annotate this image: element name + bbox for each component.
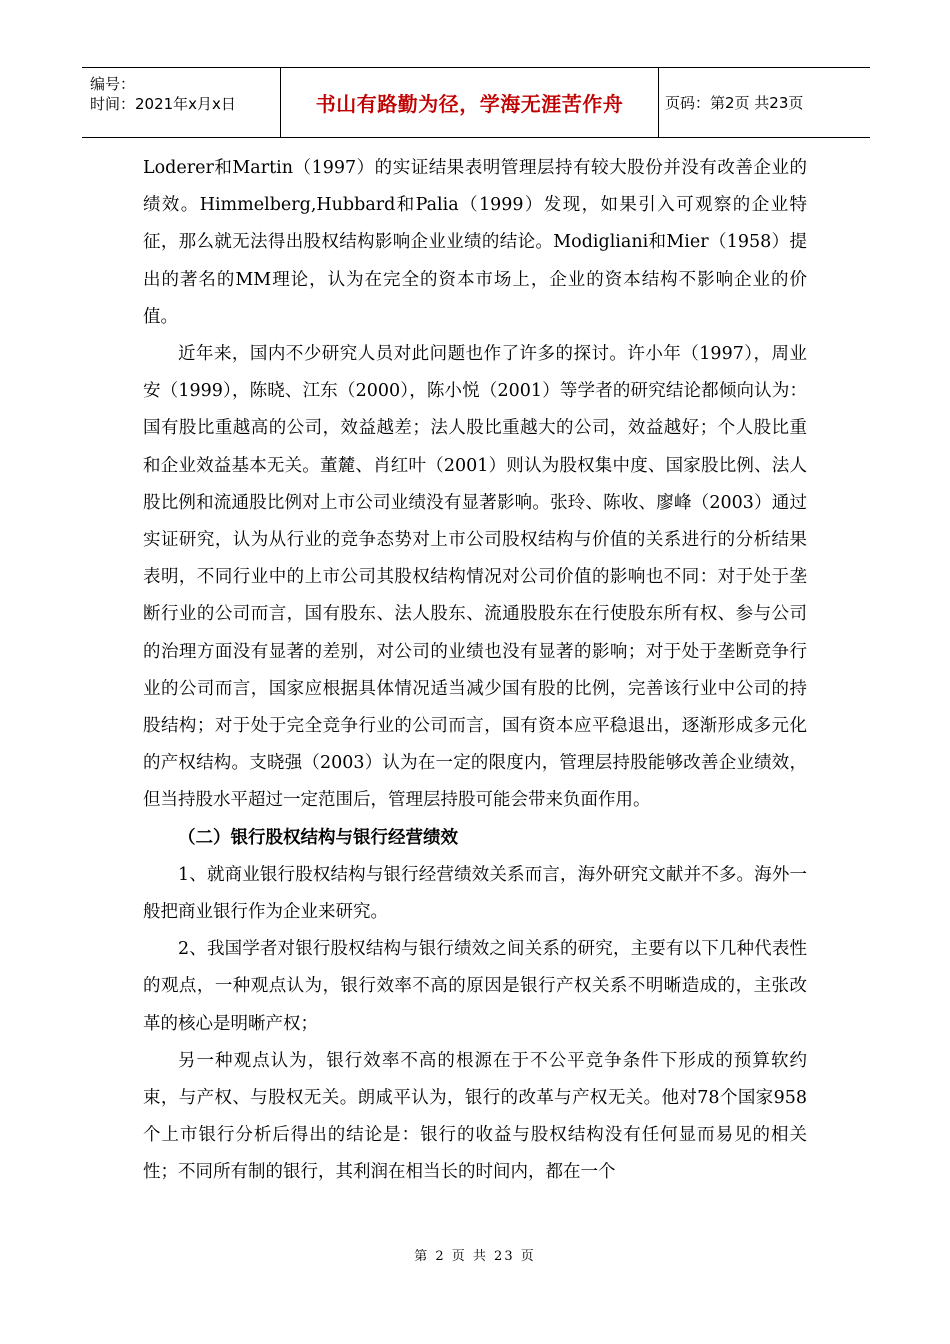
paragraph-4: 2、我国学者对银行股权结构与银行绩效之间关系的研究，主要有以下几种代表性的观点，一种观点认为，银行效率不高的原因是银行产权关系不明晰造成的，主张改革的核心是明晰产权； xyxy=(143,939,807,1034)
paragraph-1: Loderer和Martin（1997）的实证结果表明管理层持有较大股份并没有改善企业的绩效。Himmelberg,Hubbard和Palia（1999）发现，如果引入可观察的企业特征，那么就无法得出股权结构影响企业业绩的结论。Modigliani和Mier（1958）提出的著名的MM理论，认为在完全的资本市场上，企业的资本结构不影响企业的价值。 xyxy=(143,158,807,327)
header-page-info: 页码：第2页 共23页 xyxy=(665,94,804,112)
header-meta-cell xyxy=(82,68,281,137)
header-motto-cell xyxy=(281,68,659,137)
document-body xyxy=(143,150,807,1192)
paragraph-5: 另一种观点认为，银行效率不高的根源在于不公平竞争条件下形成的预算软约束，与产权、与股权无关。朗咸平认为，银行的改革与产权无关。他对78个国家958个上市银行分析后得出的结论是：银行的收益与股权结构没有任何显而易见的相关性；不同所有制的银行，其利润在相当长的时间内，都在一个 xyxy=(143,1050,807,1183)
paragraph-3: 1、就商业银行股权结构与银行经营绩效关系而言，海外研究文献并不多。海外一般把商业银行作为企业来研究。 xyxy=(143,864,807,923)
header-page-cell xyxy=(659,68,870,137)
page-footer: 第 2 页 共 23 页 xyxy=(414,1249,536,1264)
page-header xyxy=(82,67,870,138)
section-heading: （二）银行股权结构与银行经营绩效 xyxy=(178,827,458,848)
time-label: 时间：2021年x月x日 xyxy=(90,95,236,113)
header-motto: 书山有路勤为径，学海无涯苦作舟 xyxy=(315,92,624,116)
paragraph-2: 近年来，国内不少研究人员对此问题也作了许多的探讨。许小年（1997），周业安（1999），陈晓、江东（2000），陈小悦（2001）等学者的研究结论都倾向认为：国有股比重越高的公司，效益越差；法人股比重越大的公司，效益越好；个人股比重和企业效益基本无关。董麓、肖红叶（2001）则认为股权集中度、国家股比例、法人股比例和流通股比例对上市公司业绩没有显著影响。张玲、陈收、廖峰（2003）通过实证研究，认为从行业的竞争态势对上市公司股权结构与价值的关系进行的分析结果表明，不同行业中的上市公司其股权结构情况对公司价值的影响也不同：对于处于垄断行业的公司而言，国有股东、法人股东、流通股股东在行使股东所有权、参与公司的治理方面没有显著的差别，对公司的业绩也没有显著的影响；对于处于垄断竞争行业的公司而言，国家应根据具体情况适当减少国有股的比例，完善该行业中公司的持股结构；对于处于完全竞争行业的公司而言，国有资本应平稳退出，逐渐形成多元化的产权结构。支晓强（2003）认为在一定的限度内，管理层持股能够改善企业绩效，但当持股水平超过一定范围后，管理层持股可能会带来负面作用。 xyxy=(143,344,807,811)
serial-label: 编号： xyxy=(90,75,136,93)
